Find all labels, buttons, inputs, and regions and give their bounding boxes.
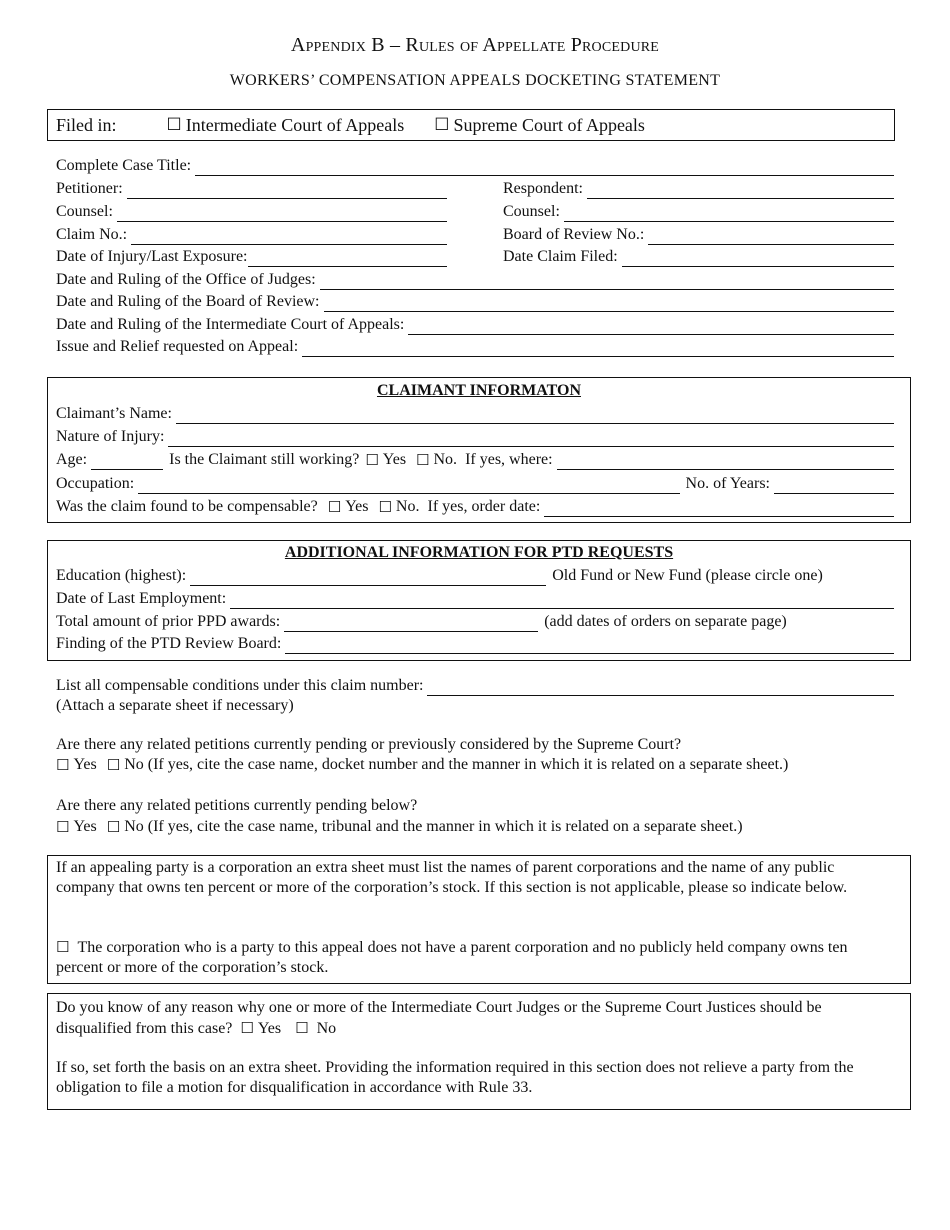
- office-judges-field[interactable]: [320, 275, 894, 290]
- ppd-note: (add dates of orders on separate page): [544, 613, 787, 630]
- years-field[interactable]: [774, 479, 894, 494]
- corporation-statement-row: [56, 937, 896, 978]
- occupation-field[interactable]: [138, 479, 679, 494]
- related-supreme-no: No (If yes, cite the case name, docket number and the manner in which it is related on a separate sheet.): [124, 756, 789, 773]
- filed-in-label: Filed in:: [56, 115, 117, 135]
- claimant-name-label: Claimant’s Name:: [56, 405, 172, 422]
- years-label: No. of Years:: [685, 475, 770, 492]
- supreme-court-option: Supreme Court of Appeals: [453, 115, 645, 135]
- working-yes-label: Yes: [382, 451, 407, 468]
- claimant-name-field[interactable]: [176, 409, 894, 424]
- finding-label: Finding of the PTD Review Board:: [56, 635, 282, 652]
- checkbox-icon[interactable]: ☐: [106, 756, 121, 774]
- claim-filed-label: Date Claim Filed:: [503, 248, 618, 265]
- compensable-no-label: No.: [395, 498, 420, 515]
- if-yes-where-label: If yes, where:: [465, 451, 553, 468]
- checkbox-icon[interactable]: ☐: [166, 115, 182, 135]
- claimant-box: [47, 377, 911, 523]
- checkbox-icon[interactable]: ☐: [56, 938, 70, 956]
- icca-field[interactable]: [408, 320, 894, 335]
- claimant-heading: CLAIMANT INFORMATON: [376, 382, 581, 399]
- age-label: Age:: [56, 451, 88, 468]
- related-below-question: Are there any related petitions currently pending below?: [56, 797, 418, 814]
- education-field[interactable]: [190, 571, 546, 586]
- injury-date-label: Date of Injury/Last Exposure:: [56, 248, 248, 265]
- counsel-left-field[interactable]: [117, 207, 447, 222]
- compensable-yes-label: Yes: [345, 498, 369, 515]
- injury-nature-field[interactable]: [168, 432, 894, 447]
- injury-nature-label: Nature of Injury:: [56, 428, 165, 445]
- checkbox-icon[interactable]: ☐: [365, 451, 379, 469]
- filed-in-box: [47, 109, 895, 141]
- issue-field[interactable]: [302, 342, 894, 357]
- injury-date-field[interactable]: [248, 252, 448, 267]
- issue-label: Issue and Relief requested on Appeal:: [56, 338, 299, 355]
- counsel-right-field[interactable]: [564, 207, 894, 222]
- page-title: Appendix B – Rules of Appellate Procedure: [290, 34, 660, 56]
- compensable-question: Was the claim found to be compensable?: [56, 498, 318, 515]
- case-title-label: Complete Case Title:: [56, 157, 192, 174]
- related-supreme-yes: Yes: [73, 756, 97, 773]
- checkbox-icon[interactable]: ☐: [416, 451, 430, 469]
- related-below-yes: Yes: [73, 818, 97, 835]
- last-employment-field[interactable]: [230, 594, 894, 609]
- intermediate-court-option: Intermediate Court of Appeals: [185, 115, 405, 135]
- icca-label: Date and Ruling of the Intermediate Court of Appeals:: [56, 316, 405, 333]
- education-label: Education (highest):: [56, 567, 187, 584]
- disqualification-yes: Yes: [257, 1020, 282, 1037]
- checkbox-icon[interactable]: ☐: [240, 1019, 254, 1037]
- ptd-heading: ADDITIONAL INFORMATION FOR PTD REQUESTS: [284, 544, 674, 561]
- counsel-left-label: Counsel:: [56, 203, 113, 220]
- counsel-right-label: Counsel:: [503, 203, 560, 220]
- order-date-field[interactable]: [544, 502, 894, 517]
- petitioner-field[interactable]: [127, 184, 447, 199]
- working-where-field[interactable]: [557, 455, 894, 470]
- finding-field[interactable]: [285, 639, 894, 654]
- case-title-field[interactable]: [195, 161, 894, 176]
- petitioner-label: Petitioner:: [56, 180, 123, 197]
- conditions-note: (Attach a separate sheet if necessary): [56, 697, 294, 714]
- related-below-no: No (If yes, cite the case name, tribunal and the manner in which it is related on a separate sheet.): [124, 818, 743, 835]
- checkbox-icon[interactable]: ☐: [378, 498, 392, 516]
- claim-no-field[interactable]: [131, 230, 447, 245]
- board-review-no-field[interactable]: [648, 230, 894, 245]
- respondent-label: Respondent:: [503, 180, 583, 197]
- checkbox-icon[interactable]: ☐: [295, 1019, 309, 1037]
- fund-note: Old Fund or New Fund (please circle one): [552, 567, 823, 584]
- checkbox-icon[interactable]: ☐: [327, 498, 342, 516]
- disqualification-question-row: [56, 998, 896, 1039]
- disqualification-question: Do you know of any reason why one or more of the Intermediate Court Judges or the Supreme Court Justices should be disqualified from this case?: [56, 999, 822, 1037]
- working-no-label: No.: [433, 451, 458, 468]
- ppd-field[interactable]: [284, 617, 538, 632]
- occupation-label: Occupation:: [56, 475, 135, 492]
- disqualification-box: [47, 993, 911, 1110]
- related-supreme-question: Are there any related petitions currently pending or previously considered by the Supreme Court?: [56, 736, 682, 753]
- conditions-label: List all compensable conditions under this claim number:: [56, 677, 424, 694]
- if-yes-order-label: If yes, order date:: [427, 498, 541, 515]
- claim-filed-field[interactable]: [622, 252, 894, 267]
- checkbox-icon[interactable]: ☐: [56, 818, 70, 836]
- corporation-statement: The corporation who is a party to this appeal does not have a parent corporation and no publicly held company owns ten percent or more of the corporation’s stock.: [56, 939, 848, 976]
- page-subtitle: WORKERS’ COMPENSATION APPEALS DOCKETING STATEMENT: [229, 72, 721, 89]
- ptd-box: [47, 540, 911, 661]
- board-review-label: Date and Ruling of the Board of Review:: [56, 293, 320, 310]
- respondent-field[interactable]: [587, 184, 894, 199]
- age-field[interactable]: [91, 455, 163, 470]
- still-working-question: Is the Claimant still working?: [169, 451, 360, 468]
- disqualification-no: No: [316, 1020, 337, 1037]
- office-judges-label: Date and Ruling of the Office of Judges:: [56, 271, 316, 288]
- last-employment-label: Date of Last Employment:: [56, 590, 227, 607]
- disqualification-text: If so, set forth the basis on an extra sheet. Providing the information required in this section does not relieve a party from the obligation to file a motion for disqualification in accordance with Rule 33.: [56, 1059, 854, 1096]
- claim-no-label: Claim No.:: [56, 226, 128, 243]
- board-review-no-label: Board of Review No.:: [503, 226, 645, 243]
- board-review-field[interactable]: [324, 297, 895, 312]
- conditions-field[interactable]: [427, 681, 894, 696]
- checkbox-icon[interactable]: ☐: [56, 756, 70, 774]
- corporation-text: If an appealing party is a corporation an extra sheet must list the names of parent corporations and the name of any public company that owns ten percent or more of the corporation’s stock. If this section is not applicable, please so indicate below.: [56, 859, 848, 896]
- checkbox-icon[interactable]: ☐: [434, 115, 450, 135]
- checkbox-icon[interactable]: ☐: [106, 818, 121, 836]
- ppd-label: Total amount of prior PPD awards:: [56, 613, 281, 630]
- corporation-box: [47, 855, 911, 984]
